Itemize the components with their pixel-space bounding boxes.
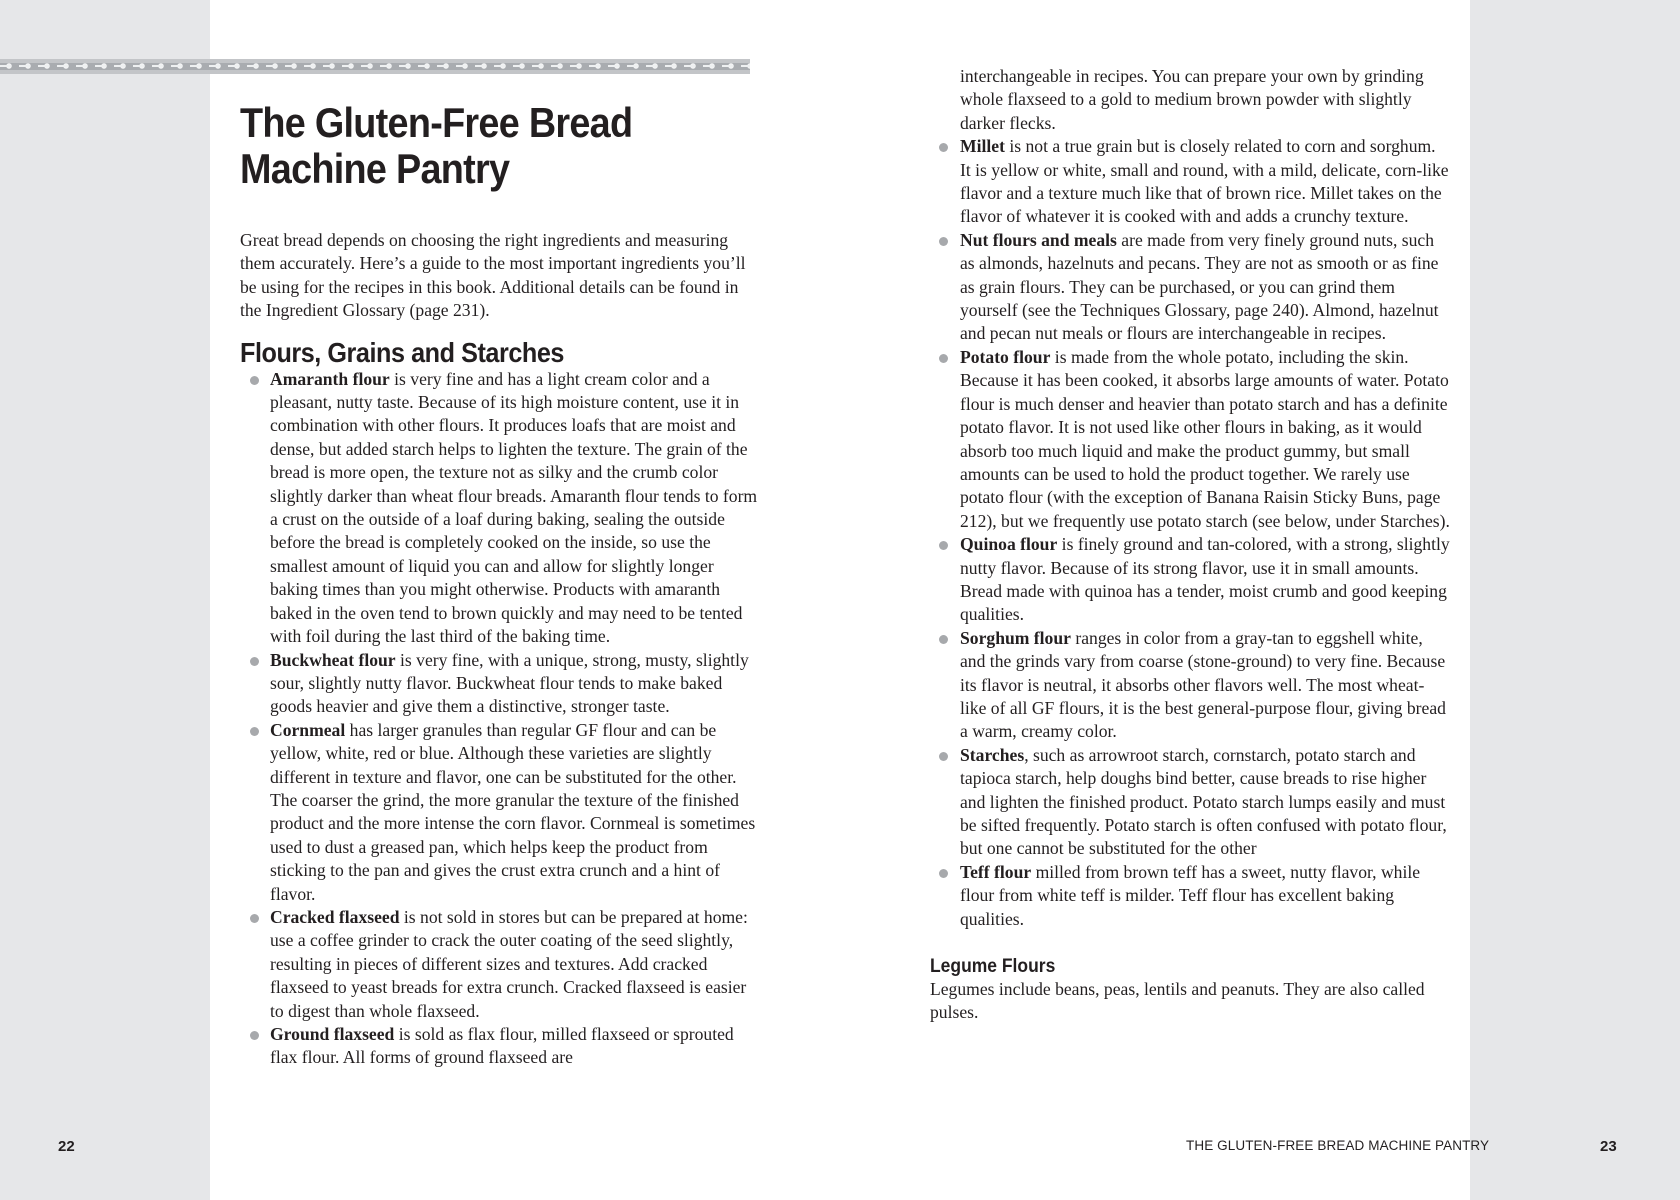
item-term: Amaranth flour	[270, 368, 390, 389]
left-column	[240, 229, 760, 1070]
bullet-icon	[250, 1031, 259, 1040]
list-item	[240, 719, 760, 906]
item-text: milled from brown teff has a sweet, nutty flavor, while flour from white teff is milder. Teff flour has excellent baking qualities.	[960, 861, 1421, 929]
item-text: is not sold in stores but can be prepared at home: use a coffee grinder to crack the outer coating of the seed slightly, resulting in pieces of different sizes and textures. Add cracked flaxseed to yeast breads for extra crunch. Cracked flaxseed is easier to digest than whole flaxseed.	[270, 906, 748, 1021]
item-text: is finely ground and tan-colored, with a strong, slightly nutty flavor. Because of its strong flavor, use it in small amounts. Bread made with quinoa has a tender, moist crumb and good keeping qualities.	[960, 534, 1450, 625]
continued-text: interchangeable in recipes. You can prepare your own by grinding whole flaxseed to a gold to medium brown powder with slightly darker flecks.	[960, 66, 1424, 133]
title-line: Machine Pantry	[240, 145, 510, 192]
item-term: Cornmeal	[270, 719, 346, 740]
bullet-icon	[939, 635, 948, 644]
item-term: Nut flours and meals	[960, 229, 1117, 250]
item-term: Cracked flaxseed	[270, 906, 400, 927]
bullet-icon	[939, 541, 948, 550]
list-item	[240, 368, 760, 649]
list-item	[930, 229, 1450, 346]
list-item	[240, 906, 760, 1023]
list-item	[240, 1023, 760, 1070]
item-term: Starches	[960, 744, 1025, 765]
list-item	[930, 627, 1450, 744]
bullet-icon	[250, 727, 259, 736]
list-item	[930, 346, 1450, 533]
page-number-left: 22	[58, 1138, 75, 1155]
bullet-icon	[250, 914, 259, 923]
bullet-icon	[250, 657, 259, 666]
list-item	[930, 861, 1450, 931]
item-text: are made from very finely ground nuts, such as almonds, hazelnuts and pecans. They are not as smooth or as fine as grain flours. They can be purchased, or you can grind them yourself (see the Techniques Glossary, page 240). Almond, hazelnut and pecan nut meals or flours are interchangeable in recipes.	[960, 229, 1439, 344]
item-term: Buckwheat flour	[270, 649, 396, 670]
bullet-icon	[939, 869, 948, 878]
legume-heading: Legume Flours	[930, 956, 1056, 978]
item-term: Ground flaxseed	[270, 1024, 395, 1044]
ingredient-list	[240, 368, 760, 1070]
right-column	[930, 65, 1450, 1025]
bullet-icon	[939, 752, 948, 761]
list-item	[930, 533, 1450, 627]
running-head: THE GLUTEN-FREE BREAD MACHINE PANTRY	[1186, 1138, 1490, 1153]
page-number-right: 23	[1600, 1138, 1617, 1155]
decorative-ribbon	[0, 59, 750, 74]
item-text: is sold as flax flour, milled flaxseed or sprouted flax flour. All forms of ground flaxseed are	[270, 1024, 734, 1068]
list-item	[240, 649, 760, 719]
title-line: The Gluten-Free Bread	[240, 99, 633, 146]
item-term: Quinoa flour	[960, 534, 1058, 555]
page-title	[240, 100, 708, 192]
item-term: Millet	[960, 136, 1005, 157]
item-text: ranges in color from a gray-tan to eggshell white, and the grinds vary from coarse (stone-ground) to very fine. Because its flavor is neutral, it absorbs other flavors well. The most wheat-like of all GF flours, it is the best general-purpose flour, giving bread a warm, creamy color.	[960, 627, 1446, 742]
bullet-icon	[939, 354, 948, 363]
item-text: , such as arrowroot starch, cornstarch, potato starch and tapioca starch, help doughs bind better, cause breads to rise higher and lighten the finished product. Potato starch lumps easily and must be sifted frequently. Potato starch is often confused with potato flour, but one cannot be substituted for the other	[960, 744, 1447, 859]
item-term: Teff flour	[960, 861, 1032, 882]
item-text: is not a true grain but is closely related to corn and sorghum. It is yellow or white, small and round, with a mild, delicate, corn-like flavor and a texture much like that of brown rice. Millet takes on the flavor of whatever it is cooked with and adds a crunchy texture.	[960, 136, 1449, 227]
list-item	[930, 744, 1450, 861]
item-text: is very fine and has a light cream color and a pleasant, nutty taste. Because of its high moisture content, use it in combination with other flours. It produces loafs that are moist and dense, but added starch helps to lighten the texture. The grain of the bread is more open, the texture not as silky and the crumb color slightly darker than wheat flour breads. Amaranth flour tends to form a crust on the outside of a loaf during baking, sealing the outside before the bread is completely cooked on the inside, so use the smallest amount of liquid you can and allow for slightly longer baking times than you might otherwise. Products with amaranth baked in the oven tend to brown quickly and may need to be tented with foil during the last third of the baking time.	[270, 368, 758, 647]
item-text: is made from the whole potato, including the skin. Because it has been cooked, it absorbs large amounts of water. Potato flour is much denser and heavier than potato starch and has a definite potato flavor. It is not used like other flours in baking, as it would absorb too much liquid and make the product gummy, but small amounts can be used to hold the product together. We rarely use potato flour (with the exception of Banana Raisin Sticky Buns, page 212), but we frequently use potato starch (see below, under Starches).	[960, 346, 1450, 531]
item-term: Potato flour	[960, 346, 1051, 367]
bullet-icon	[939, 143, 948, 152]
bullet-icon	[250, 376, 259, 385]
item-text: is very fine, with a unique, strong, musty, slightly sour, slightly nutty flavor. Buckwheat flour tends to make baked goods heavier and give them a distinctive, stronger taste.	[270, 649, 749, 717]
legume-paragraph: Legumes include beans, peas, lentils and peanuts. They are also called pulses.	[930, 979, 1425, 1023]
bullet-icon	[939, 237, 948, 246]
section-heading: Flours, Grains and Starches	[240, 336, 564, 368]
list-item	[930, 135, 1450, 229]
intro-paragraph: Great bread depends on choosing the right ingredients and measuring them accurately. Here’s a guide to the most important ingredients you’ll be using for the recipes in this book. Additional details can be found in the Ingredient Glossary (page 231).	[240, 230, 746, 321]
ingredient-list	[930, 135, 1450, 931]
item-term: Sorghum flour	[960, 627, 1071, 648]
item-text: has larger granules than regular GF flour and can be yellow, white, red or blue. Although these varieties are slightly different in texture and flavor, one can be substituted for the other. The coarser the grind, the more granular the texture of the finished product and the more intense the corn flavor. Cornmeal is sometimes used to dust a greased pan, which helps keep the product from sticking to the pan and gives the crust extra crunch and a hint of flavor.	[270, 719, 756, 904]
